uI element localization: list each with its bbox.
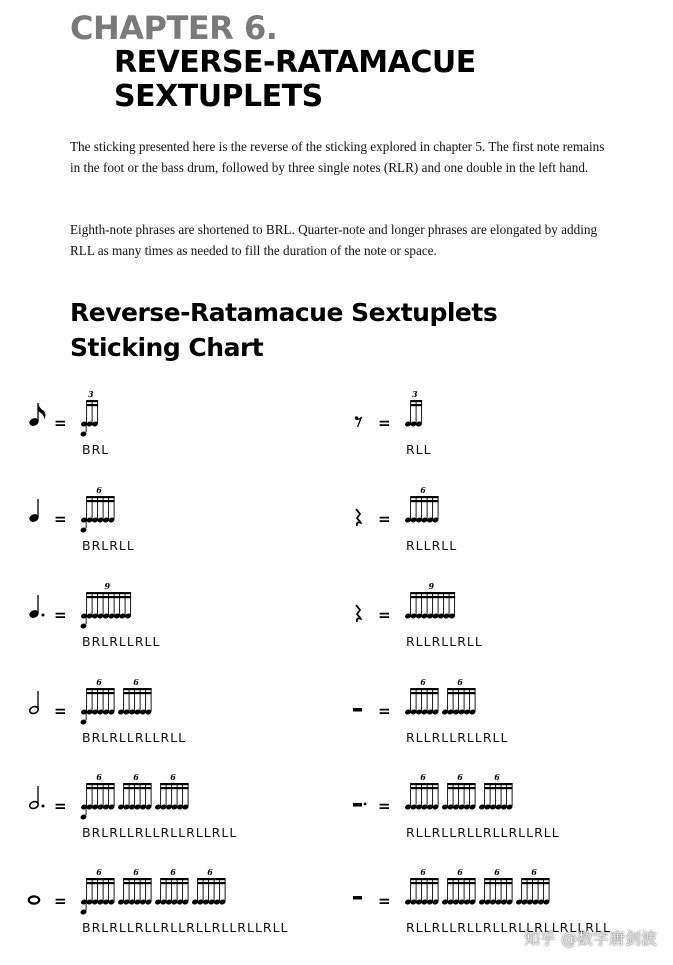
chart-entry-left-eighth-note: [20, 389, 320, 457]
equals-sign: =: [54, 702, 67, 720]
tuplet-number: 6: [420, 772, 426, 782]
chart-entry-left-whole-note: [20, 867, 320, 935]
notation-dotted-half-rest: [344, 772, 644, 825]
tuplet-number: 9: [104, 581, 111, 591]
half-rest-symbol: [353, 708, 362, 712]
notation-eighth-note: [20, 389, 320, 442]
notation-dotted-quarter-note: [20, 581, 320, 634]
chart-entry-left-half-note: [20, 677, 320, 745]
chart-entry-right-dotted-half-rest: [344, 772, 644, 840]
tuplet-number: 6: [96, 677, 102, 687]
whole-rest-symbol: [353, 896, 362, 900]
notation-quarter-note: [20, 485, 320, 538]
chapter-label: CHAPTER 6.: [70, 9, 278, 47]
equals-sign: =: [378, 606, 391, 624]
eighth-rest-symbol: [355, 416, 362, 427]
chart-entry-right-eighth-rest: [344, 389, 644, 457]
chart-entry-right-whole-rest: [344, 867, 644, 935]
dotted-quarter-rest-symbol: [356, 605, 361, 622]
tuplet-number: 6: [96, 772, 102, 782]
notation-quarter-rest: [344, 485, 644, 538]
tuplet-number: 6: [170, 772, 176, 782]
chapter-title: [114, 46, 476, 114]
tuplet-number: 3: [412, 389, 418, 399]
equals-sign: =: [54, 606, 67, 624]
tuplet-number: 3: [88, 389, 94, 399]
notation-dotted-half-note: [20, 772, 320, 825]
notation-whole-rest: [344, 867, 644, 920]
tuplet-number: 6: [494, 772, 500, 782]
equals-sign: =: [378, 797, 391, 815]
chart-entry-right-quarter-rest: [344, 485, 644, 553]
sticking-label: BRLRLL: [82, 538, 135, 553]
tuplet-number: 6: [133, 677, 139, 687]
tuplet-number: 6: [457, 772, 463, 782]
sticking-label: BRLRLLRLLRLL: [82, 730, 187, 745]
dotted-half-rest-symbol: [353, 803, 366, 807]
chart-entry-left-quarter-note: [20, 485, 320, 553]
sticking-label: RLL: [406, 442, 432, 457]
equals-sign: =: [54, 414, 67, 432]
chapter-title-line1: REVERSE-RATAMACUE: [114, 45, 476, 80]
equals-sign: =: [378, 892, 391, 910]
tuplet-number: 6: [420, 485, 426, 495]
equals-sign: =: [54, 510, 67, 528]
sticking-label: BRLRLLRLL: [82, 634, 161, 649]
tuplet-number: 6: [133, 772, 139, 782]
chart-entry-right-half-rest: [344, 677, 644, 745]
tuplet-number: 6: [420, 867, 426, 877]
equals-sign: =: [54, 797, 67, 815]
chart-entry-left-dotted-quarter-note: [20, 581, 320, 649]
half-note-symbol: [29, 691, 40, 715]
dotted-quarter-note-symbol: [29, 595, 45, 619]
tuplet-number: 6: [457, 677, 463, 687]
tuplet-number: 6: [207, 867, 213, 877]
eighth-note-symbol: [29, 403, 46, 427]
sticking-label: BRLRLLRLLRLLRLLRLL: [82, 825, 238, 840]
tuplet-number: 9: [428, 581, 435, 591]
notation-half-note: [20, 677, 320, 730]
equals-sign: =: [54, 892, 67, 910]
equals-sign: =: [378, 510, 391, 528]
equals-sign: =: [378, 702, 391, 720]
tuplet-number: 6: [96, 867, 102, 877]
chart-entry-right-dotted-quarter-rest: [344, 581, 644, 649]
chapter-title-line2: SEXTUPLETS: [114, 79, 323, 114]
notation-whole-note: [20, 867, 320, 920]
tuplet-number: 6: [133, 867, 139, 877]
intro-paragraph: The sticking presented here is the reverse of the sticking explored in chapter 5. The first note remains in the foot or the bass drum, followed by three single notes (RLR) and one double in the left hand.: [70, 139, 605, 175]
notation-dotted-quarter-rest: [344, 581, 644, 634]
chart-entry-left-dotted-half-note: [20, 772, 320, 840]
sticking-label: BRLRLLRLLRLLRLLRLLRLLRLL: [82, 920, 289, 935]
tuplet-number: 6: [420, 677, 426, 687]
equals-sign: =: [378, 414, 391, 432]
watermark: 知乎 @数字唐剑波: [523, 929, 657, 948]
section-title: [70, 295, 497, 365]
tuplet-number: 6: [531, 867, 537, 877]
section-title-line2: Sticking Chart: [70, 333, 264, 362]
sticking-label: RLLRLL: [406, 538, 458, 553]
tuplet-number: 6: [457, 867, 463, 877]
dotted-half-note-symbol: [29, 786, 45, 810]
tuplet-number: 6: [96, 485, 102, 495]
sticking-label: RLLRLLRLL: [406, 634, 483, 649]
sticking-label: RLLRLLRLLRLLRLLRLL: [406, 825, 560, 840]
tuplet-number: 6: [494, 867, 500, 877]
section-title-line1: Reverse-Ratamacue Sextuplets: [70, 298, 498, 327]
tuplet-number: 6: [170, 867, 176, 877]
sticking-label: BRL: [82, 442, 110, 457]
notation-eighth-rest: [344, 389, 644, 442]
quarter-note-symbol: [29, 499, 40, 523]
whole-note-symbol: [29, 896, 39, 903]
sticking-label: RLLRLLRLLRLLRLLRLLRLLRLL: [406, 920, 611, 935]
quarter-rest-symbol: [356, 509, 361, 526]
notation-half-rest: [344, 677, 644, 730]
phrase-paragraph: Eighth-note phrases are shortened to BRL. Quarter-note and longer phrases are elongated by adding RLL as many times as needed to fill the duration of the note or space.: [70, 222, 598, 258]
sticking-label: RLLRLLRLLRLL: [406, 730, 509, 745]
